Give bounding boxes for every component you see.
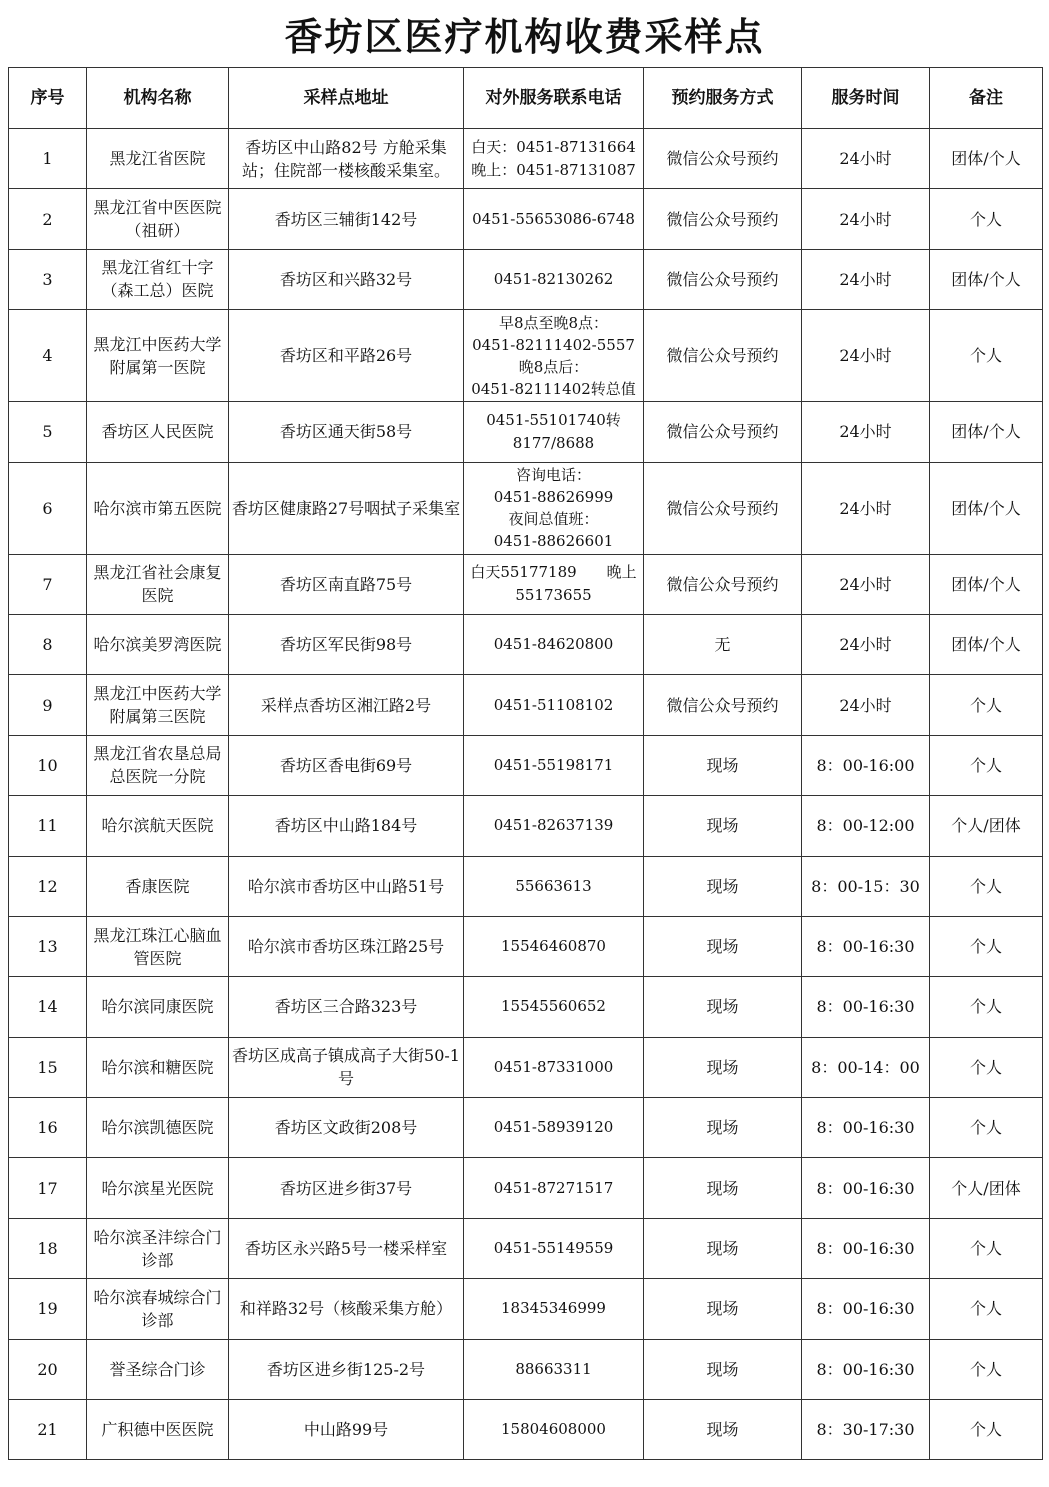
institution-name: 哈尔滨凯德医院	[87, 1098, 229, 1158]
service-hours: 24小时	[802, 675, 930, 735]
remark: 个人	[930, 1339, 1043, 1399]
table-row	[9, 1218, 1043, 1278]
phone-line: 白天：0451-87131664	[471, 137, 636, 156]
row-number: 7	[9, 554, 87, 614]
table-row	[9, 462, 1043, 554]
contact-phone	[464, 977, 644, 1037]
service-hours: 24小时	[802, 402, 930, 462]
table-row	[9, 916, 1043, 976]
contact-phone	[464, 614, 644, 674]
institution-name: 哈尔滨美罗湾医院	[87, 614, 229, 674]
booking-method: 现场	[644, 1158, 802, 1218]
remark: 团体/个人	[930, 462, 1043, 554]
row-number: 20	[9, 1339, 87, 1399]
institution-name: 黑龙江省医院	[87, 129, 229, 189]
sampling-address: 香坊区进乡街37号	[229, 1158, 464, 1218]
row-number: 21	[9, 1400, 87, 1460]
contact-phone	[464, 249, 644, 309]
sampling-address: 和祥路32号（核酸采集方舱）	[229, 1279, 464, 1339]
service-hours: 8：00-15：30	[802, 856, 930, 916]
institution-name: 黑龙江省红十字（森工总）医院	[87, 249, 229, 309]
phone-line: 0451-58939120	[493, 1118, 614, 1137]
remark: 个人/团体	[930, 796, 1043, 856]
service-hours: 24小时	[802, 129, 930, 189]
contact-phone	[464, 856, 644, 916]
sampling-address: 香坊区军民街98号	[229, 614, 464, 674]
row-number: 16	[9, 1098, 87, 1158]
phone-line: 0451-55149559	[493, 1239, 614, 1258]
booking-method: 现场	[644, 1339, 802, 1399]
phone-line: 0451-88626999	[493, 488, 614, 507]
sampling-address: 香坊区三合路323号	[229, 977, 464, 1037]
table-row	[9, 1037, 1043, 1097]
table-row	[9, 1098, 1043, 1158]
phone-line: 0451-82111402转总值	[471, 379, 636, 398]
sampling-address: 采样点香坊区湘江路2号	[229, 675, 464, 735]
remark: 个人	[930, 1218, 1043, 1278]
remark: 个人	[930, 1098, 1043, 1158]
sampling-address: 香坊区和平路26号	[229, 310, 464, 402]
page-title: 香坊区医疗机构收费采样点	[284, 14, 765, 59]
table-row	[9, 310, 1043, 402]
service-hours: 8：00-16:30	[802, 916, 930, 976]
row-number: 9	[9, 675, 87, 735]
table-row	[9, 189, 1043, 249]
table-row	[9, 796, 1043, 856]
phone-line: 0451-55101740转	[486, 410, 621, 429]
service-hours: 8：00-16:30	[802, 1339, 930, 1399]
service-hours: 8：00-16:30	[802, 1098, 930, 1158]
sampling-address: 香坊区中山路184号	[229, 796, 464, 856]
phone-line: 88663311	[515, 1359, 592, 1378]
remark: 个人	[930, 977, 1043, 1037]
phone-line: 18345346999	[501, 1299, 606, 1318]
remark: 团体/个人	[930, 554, 1043, 614]
service-hours: 8：00-16:30	[802, 977, 930, 1037]
table-row	[9, 554, 1043, 614]
table-body	[9, 129, 1043, 1460]
row-number: 14	[9, 977, 87, 1037]
phone-line: 15545560652	[501, 997, 606, 1016]
institution-name: 香坊区人民医院	[87, 402, 229, 462]
service-hours: 8：00-16:30	[802, 1279, 930, 1339]
remark: 团体/个人	[930, 249, 1043, 309]
remark: 个人	[930, 735, 1043, 795]
phone-line: 0451-51108102	[493, 695, 614, 714]
phone-line: 0451-87331000	[493, 1057, 614, 1076]
booking-method: 现场	[644, 796, 802, 856]
phone-line: 晚8点后：	[518, 357, 589, 376]
phone-line: 0451-82111402-5557	[472, 335, 635, 354]
service-hours: 24小时	[802, 249, 930, 309]
contact-phone	[464, 1158, 644, 1218]
booking-method: 无	[644, 614, 802, 674]
sampling-address: 香坊区通天街58号	[229, 402, 464, 462]
table-row	[9, 249, 1043, 309]
phone-line: 0451-88626601	[493, 532, 614, 551]
remark: 个人	[930, 310, 1043, 402]
phone-line: 8177/8688	[512, 433, 595, 452]
institution-name: 哈尔滨圣沣综合门诊部	[87, 1218, 229, 1278]
header-cell: 预约服务方式	[644, 68, 802, 129]
sampling-address: 中山路99号	[229, 1400, 464, 1460]
table-row	[9, 402, 1043, 462]
phone-line: 0451-82130262	[493, 269, 614, 288]
service-hours: 24小时	[802, 462, 930, 554]
sampling-address: 香坊区永兴路5号一楼采样室	[229, 1218, 464, 1278]
phone-line: 早8点至晚8点：	[498, 313, 609, 332]
table-row	[9, 129, 1043, 189]
institution-name: 黑龙江中医药大学附属第三医院	[87, 675, 229, 735]
row-number: 3	[9, 249, 87, 309]
institution-name: 哈尔滨市第五医院	[87, 462, 229, 554]
table-row	[9, 977, 1043, 1037]
institution-name: 黑龙江省农垦总局总医院一分院	[87, 735, 229, 795]
contact-phone	[464, 1400, 644, 1460]
sampling-address: 哈尔滨市香坊区中山路51号	[229, 856, 464, 916]
booking-method: 微信公众号预约	[644, 310, 802, 402]
service-hours: 24小时	[802, 189, 930, 249]
contact-phone	[464, 675, 644, 735]
institution-name: 黑龙江中医药大学附属第一医院	[87, 310, 229, 402]
booking-method: 现场	[644, 916, 802, 976]
remark: 团体/个人	[930, 614, 1043, 674]
booking-method: 现场	[644, 1400, 802, 1460]
table-row	[9, 614, 1043, 674]
table-row	[9, 1279, 1043, 1339]
table-row	[9, 1400, 1043, 1460]
table-row	[9, 735, 1043, 795]
remark: 个人	[930, 856, 1043, 916]
service-hours: 24小时	[802, 310, 930, 402]
contact-phone	[464, 310, 644, 402]
booking-method: 微信公众号预约	[644, 462, 802, 554]
sampling-address: 香坊区文政街208号	[229, 1098, 464, 1158]
booking-method: 现场	[644, 735, 802, 795]
row-number: 8	[9, 614, 87, 674]
sampling-address: 香坊区中山路82号 方舱采集站；住院部一楼核酸采集室。	[229, 129, 464, 189]
phone-line: 夜间总值班：	[508, 510, 599, 529]
sampling-address: 香坊区香电街69号	[229, 735, 464, 795]
header-cell: 对外服务联系电话	[464, 68, 644, 129]
remark: 个人	[930, 916, 1043, 976]
phone-line: 0451-87271517	[493, 1178, 614, 1197]
institution-name: 哈尔滨和糖医院	[87, 1037, 229, 1097]
service-hours: 8：00-16:00	[802, 735, 930, 795]
remark: 团体/个人	[930, 129, 1043, 189]
header-cell: 备注	[930, 68, 1043, 129]
service-hours: 8：00-16:30	[802, 1218, 930, 1278]
institution-name: 广积德中医医院	[87, 1400, 229, 1460]
phone-line: 15546460870	[501, 937, 606, 956]
institution-name: 哈尔滨同康医院	[87, 977, 229, 1037]
booking-method: 微信公众号预约	[644, 189, 802, 249]
remark: 个人	[930, 1279, 1043, 1339]
phone-line: 晚上：0451-87131087	[471, 160, 636, 179]
row-number: 1	[9, 129, 87, 189]
institution-name: 哈尔滨春城综合门诊部	[87, 1279, 229, 1339]
booking-method: 现场	[644, 1218, 802, 1278]
row-number: 6	[9, 462, 87, 554]
row-number: 15	[9, 1037, 87, 1097]
contact-phone	[464, 189, 644, 249]
row-number: 13	[9, 916, 87, 976]
contact-phone	[464, 554, 644, 614]
phone-line: 白天55177189 晚上	[470, 563, 637, 582]
header-cell: 采样点地址	[229, 68, 464, 129]
table-row	[9, 1339, 1043, 1399]
phone-line: 0451-82637139	[493, 816, 614, 835]
remark: 个人	[930, 1037, 1043, 1097]
booking-method: 微信公众号预约	[644, 675, 802, 735]
contact-phone	[464, 1218, 644, 1278]
service-hours: 24小时	[802, 614, 930, 674]
row-number: 12	[9, 856, 87, 916]
row-number: 11	[9, 796, 87, 856]
sampling-address: 香坊区三辅街142号	[229, 189, 464, 249]
sampling-address: 香坊区成高子镇成高子大街50-1号	[229, 1037, 464, 1097]
remark: 个人	[930, 675, 1043, 735]
phone-line: 0451-84620800	[493, 635, 614, 654]
institution-name: 哈尔滨航天医院	[87, 796, 229, 856]
row-number: 17	[9, 1158, 87, 1218]
booking-method: 现场	[644, 1279, 802, 1339]
booking-method: 微信公众号预约	[644, 402, 802, 462]
contact-phone	[464, 462, 644, 554]
phone-line: 0451-55198171	[493, 755, 614, 774]
service-hours: 8：30-17:30	[802, 1400, 930, 1460]
booking-method: 现场	[644, 856, 802, 916]
booking-method: 现场	[644, 1098, 802, 1158]
booking-method: 现场	[644, 1037, 802, 1097]
header-row	[9, 68, 1043, 129]
contact-phone	[464, 735, 644, 795]
booking-method: 微信公众号预约	[644, 249, 802, 309]
institution-name: 黑龙江省社会康复医院	[87, 554, 229, 614]
institution-name: 香康医院	[87, 856, 229, 916]
table-row	[9, 675, 1043, 735]
sampling-address: 哈尔滨市香坊区珠江路25号	[229, 916, 464, 976]
service-hours: 8：00-12:00	[802, 796, 930, 856]
contact-phone	[464, 129, 644, 189]
row-number: 10	[9, 735, 87, 795]
contact-phone	[464, 796, 644, 856]
contact-phone	[464, 402, 644, 462]
service-hours: 8：00-16:30	[802, 1158, 930, 1218]
sampling-address: 香坊区进乡街125-2号	[229, 1339, 464, 1399]
header-cell: 机构名称	[87, 68, 229, 129]
booking-method: 微信公众号预约	[644, 129, 802, 189]
table-row	[9, 856, 1043, 916]
institution-name: 誉圣综合门诊	[87, 1339, 229, 1399]
remark: 个人	[930, 189, 1043, 249]
row-number: 4	[9, 310, 87, 402]
phone-line: 55173655	[515, 586, 592, 605]
contact-phone	[464, 916, 644, 976]
row-number: 2	[9, 189, 87, 249]
table-row	[9, 1158, 1043, 1218]
header-cell: 服务时间	[802, 68, 930, 129]
sampling-address: 香坊区南直路75号	[229, 554, 464, 614]
remark: 团体/个人	[930, 402, 1043, 462]
phone-line: 15804608000	[501, 1420, 606, 1439]
remark: 个人	[930, 1400, 1043, 1460]
service-hours: 24小时	[802, 554, 930, 614]
booking-method: 微信公众号预约	[644, 554, 802, 614]
contact-phone	[464, 1098, 644, 1158]
phone-line: 咨询电话：	[515, 466, 591, 485]
booking-method: 现场	[644, 977, 802, 1037]
phone-line: 55663613	[515, 876, 592, 895]
sampling-address: 香坊区和兴路32号	[229, 249, 464, 309]
institution-name: 哈尔滨星光医院	[87, 1158, 229, 1218]
row-number: 19	[9, 1279, 87, 1339]
sampling-points-table	[8, 67, 1043, 1460]
sampling-address: 香坊区健康路27号咽拭子采集室	[229, 462, 464, 554]
service-hours: 8：00-14：00	[802, 1037, 930, 1097]
institution-name: 黑龙江珠江心脑血管医院	[87, 916, 229, 976]
row-number: 18	[9, 1218, 87, 1278]
contact-phone	[464, 1279, 644, 1339]
contact-phone	[464, 1037, 644, 1097]
institution-name: 黑龙江省中医医院（祖研）	[87, 189, 229, 249]
phone-line: 0451-55653086-6748	[472, 209, 635, 228]
contact-phone	[464, 1339, 644, 1399]
header-cell: 序号	[9, 68, 87, 129]
remark: 个人/团体	[930, 1158, 1043, 1218]
row-number: 5	[9, 402, 87, 462]
